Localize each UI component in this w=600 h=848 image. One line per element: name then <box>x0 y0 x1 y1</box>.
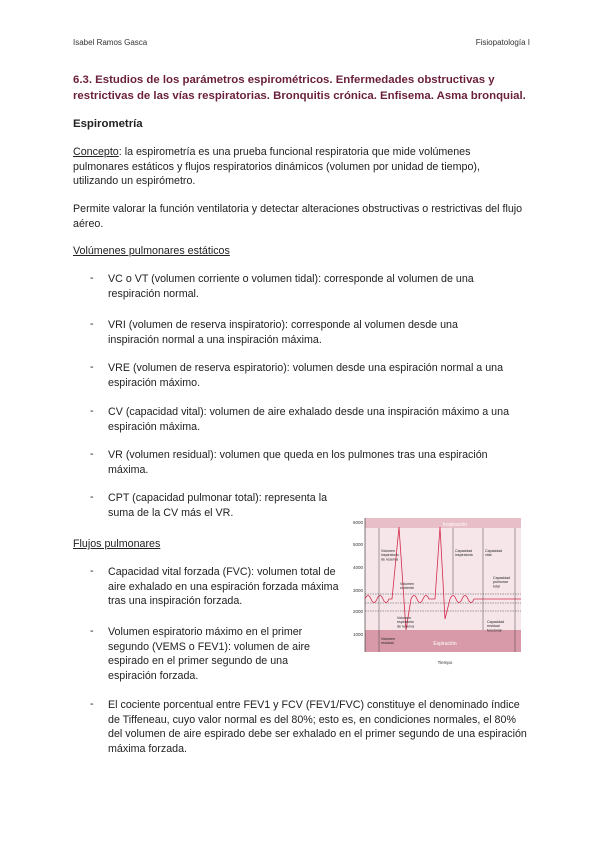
ventilatory-paragraph: Permite valorar la función ventilatoria y detectar alteraciones obstructivas o restrictivas del flujo aéreo. <box>73 203 523 230</box>
concept-text: : la espirometría es una prueba funcional respiratoria que mide volúmenes pulmonares estáticos y flujos respiratorios dinámicos (volumen por unidad de tiempo), utilizando un espirómetro. <box>73 146 480 188</box>
list-item-vc: VC o VT (volumen corriente o volumen tidal): corresponde al volumen de una respiración normal. <box>108 273 474 300</box>
y-tick: 4000 <box>352 565 363 570</box>
y-tick: 3000 <box>352 588 363 593</box>
list-item-cpt: CPT (capacidad pulmonar total): representa la suma de la CV más el VR. <box>108 492 328 519</box>
bullet-marker: - <box>90 491 94 503</box>
band-label-inspiration: Inspiración <box>442 522 468 528</box>
label-crf: Capacidad residual funcional <box>487 620 505 633</box>
bullet-marker: - <box>90 405 94 417</box>
y-tick: 2000 <box>352 609 363 614</box>
list-item-fvc: Capacidad vital forzada (FVC): volumen total de aire exhalado en una espiración forzada máxima tras una inspiración forzada. <box>108 566 339 608</box>
list-item-tiffeneau: El cociente porcentual entre FEV1 y FCV (FEV1/FVC) constituye el denominado índice de Tiffeneau, cuyo valor normal es del 80%; esto es, en condiciones normales, el 80% del volumen de aire espirado debe ser exhalado en el primer segundo de una espiración máxima forzada. <box>108 699 527 755</box>
concept-paragraph <box>73 145 528 189</box>
section-title: 6.3. Estudios de los parámetros espirométricos. Enfermedades obstructivas y restrictivas de las vías respiratorias. Bronquitis crónica. Enfisema. Asma bronquial. <box>73 74 526 102</box>
heading-espirometria: Espirometría <box>73 118 143 130</box>
y-tick: 6000 <box>352 520 363 525</box>
list-item-vr: VR (volumen residual): volumen que queda en los pulmones tras una espiración máxima. <box>108 449 488 476</box>
label-cv: Capacidad vital <box>485 549 503 558</box>
label-vr: Volumen residual <box>381 637 395 646</box>
bullet-marker: - <box>90 448 94 460</box>
y-tick: 1000 <box>352 632 363 637</box>
flows-heading: Flujos pulmonares <box>73 538 161 550</box>
label-vri: Volumen inspiratorio de reserva <box>381 549 399 562</box>
bullet-marker: - <box>90 565 94 577</box>
band-label-expiration: Espiración <box>433 641 457 647</box>
header-subject: Fisiopatología I <box>475 38 530 47</box>
header-author: Isabel Ramos Gasca <box>73 38 148 47</box>
label-vc: Volumen corriente <box>400 582 414 591</box>
list-item-cv: CV (capacidad vital): volumen de aire exhalado desde una inspiración máximo a una espiración máxima. <box>108 406 510 433</box>
y-tick: 5000 <box>352 542 363 547</box>
bullet-marker: - <box>90 272 94 284</box>
list-item-vre: VRE (volumen de reserva espiratorio): volumen desde una espiración normal a una espiración máximo. <box>108 362 504 389</box>
list-item-fev1: Volumen espiratorio máximo en el primer segundo (VEMS o FEV1): volumen de aire espirado en el primer segundo de una espiración forzada. <box>108 626 310 682</box>
concept-label: Concepto <box>73 146 119 158</box>
bullet-marker: - <box>90 318 94 330</box>
label-cpt: Capacidad pulmonar total <box>493 576 511 589</box>
label-ci: Capacidad inspiratoria <box>455 549 473 558</box>
bullet-marker: - <box>90 361 94 373</box>
x-axis-label: Tiempo <box>437 660 453 665</box>
list-item-vri: VRI (volumen de reserva inspiratorio): corresponde al volumen desde una inspiración normal a una inspiración máxima. <box>108 319 458 346</box>
static-volumes-heading: Volúmenes pulmonares estáticos <box>73 245 230 257</box>
bullet-marker: - <box>90 698 94 710</box>
spirometry-diagram <box>345 515 523 667</box>
bullet-marker: - <box>90 625 94 637</box>
label-vre: Volumen espiratorio de reserva <box>397 616 414 629</box>
